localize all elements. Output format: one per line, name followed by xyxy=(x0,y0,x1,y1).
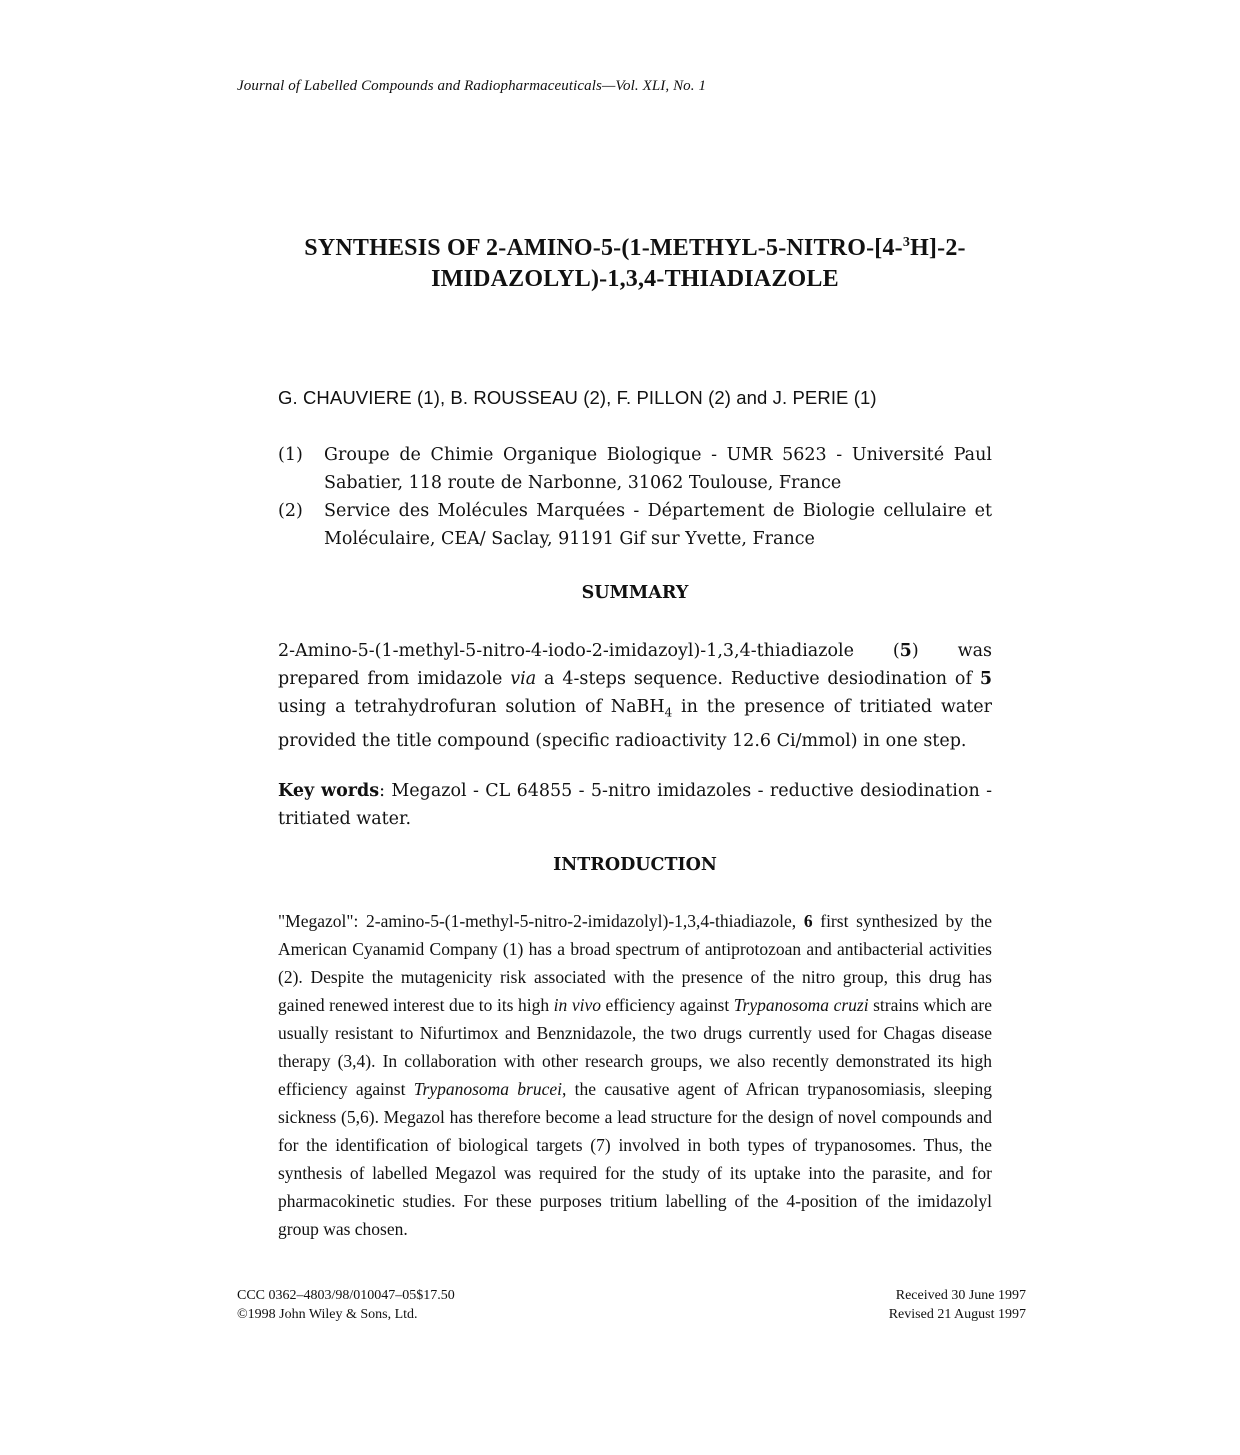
affiliation-1 xyxy=(278,441,992,497)
title-line-2: IMIDAZOLYL)-1,3,4-THIADIAZOLE xyxy=(431,266,839,292)
compound-number: 5 xyxy=(979,669,992,689)
footer-copyright-block xyxy=(237,1286,455,1324)
title-superscript: 3 xyxy=(902,235,911,250)
affiliation-2 xyxy=(278,497,992,553)
summary-paragraph: 2-Amino-5-(1-methyl-5-nitro-4-iodo-2-imidazoyl)-1,3,4-thiadiazole (5) was prepared from imidazole via a 4-steps sequence. Reductive desiodination of 5 using a tetrahydrofuran solution of NaBH$_4$ in the presence of tritiated water provided the title compound (specific radioactivity 12.6 Ci/mmol) in one step. xyxy=(278,641,992,751)
keywords-label: Key words xyxy=(278,781,380,801)
summary-heading: SUMMARY xyxy=(581,583,689,603)
keywords-paragraph: Key words: Megazol - CL 64855 - 5-nitro imidazoles - reductive desiodination - tritiated water. xyxy=(278,781,992,829)
affiliation-text: Service des Molécules Marquées - Département de Biologie cellulaire et Moléculaire, CEA/ Saclay, 91191 Gif sur Yvette, France xyxy=(324,501,992,549)
introduction-paragraph: "Megazol": 2-amino-5-(1-methyl-5-nitro-2-imidazolyl)-1,3,4-thiadiazole, 6 first synthesized by the American Cyanamid Company (1) has a broad spectrum of antiprotozoan and antibacterial activities (2). Despite the mutagenicity risk associated with the presence of the nitro group, this drug has gained renewed interest due to its high in vivo efficiency against Trypanosoma cruzi strains which are usually resistant to Nifurtimox and Benznidazole, the two drugs currently used for Chagas disease therapy (3,4). In collaboration with other research groups, we also recently demonstrated its high efficiency against Trypanosoma brucei, the causative agent of African trypanosomiasis, sleeping sickness (5,6). Megazol has therefore become a lead structure for the design of novel compounds and for the identification of biological targets (7) involved in both types of trypanosomes. Thus, the synthesis of labelled Megazol was required for the study of its uptake into the parasite, and for pharmacokinetic studies. For these purposes tritium labelling of the 4-position of the imidazolyl group was chosen. xyxy=(278,911,993,1239)
title-line-1: SYNTHESIS OF 2-AMINO-5-(1-METHYL-5-NITRO-[4-$^3$H]-2- xyxy=(304,235,966,261)
compound-number: 5 xyxy=(899,641,912,661)
author-list: G. CHAUVIERE (1), B. ROUSSEAU (2), F. PILLON (2) and J. PERIE (1) xyxy=(278,387,877,408)
affiliation-text: Groupe de Chimie Organique Biologique - UMR 5623 - Université Paul Sabatier, 118 route de Narbonne, 31062 Toulouse, France xyxy=(324,445,992,493)
compound-number: 6 xyxy=(803,911,813,931)
footer-dates-block xyxy=(889,1286,1026,1324)
ccc-code: CCC 0362–4803/98/010047–05$17.50 xyxy=(237,1288,455,1303)
received-date: Received 30 June 1997 xyxy=(895,1288,1026,1303)
journal-header: Journal of Labelled Compounds and Radiopharmaceuticals—Vol. XLI, No. 1 xyxy=(237,78,707,94)
copyright-notice: ©1998 John Wiley & Sons, Ltd. xyxy=(237,1307,418,1322)
revised-date: Revised 21 August 1997 xyxy=(888,1307,1026,1322)
paper-title xyxy=(240,227,1030,295)
affiliation-number: (1) xyxy=(278,445,303,465)
affiliation-number: (2) xyxy=(278,501,303,521)
introduction-heading: INTRODUCTION xyxy=(553,855,717,875)
